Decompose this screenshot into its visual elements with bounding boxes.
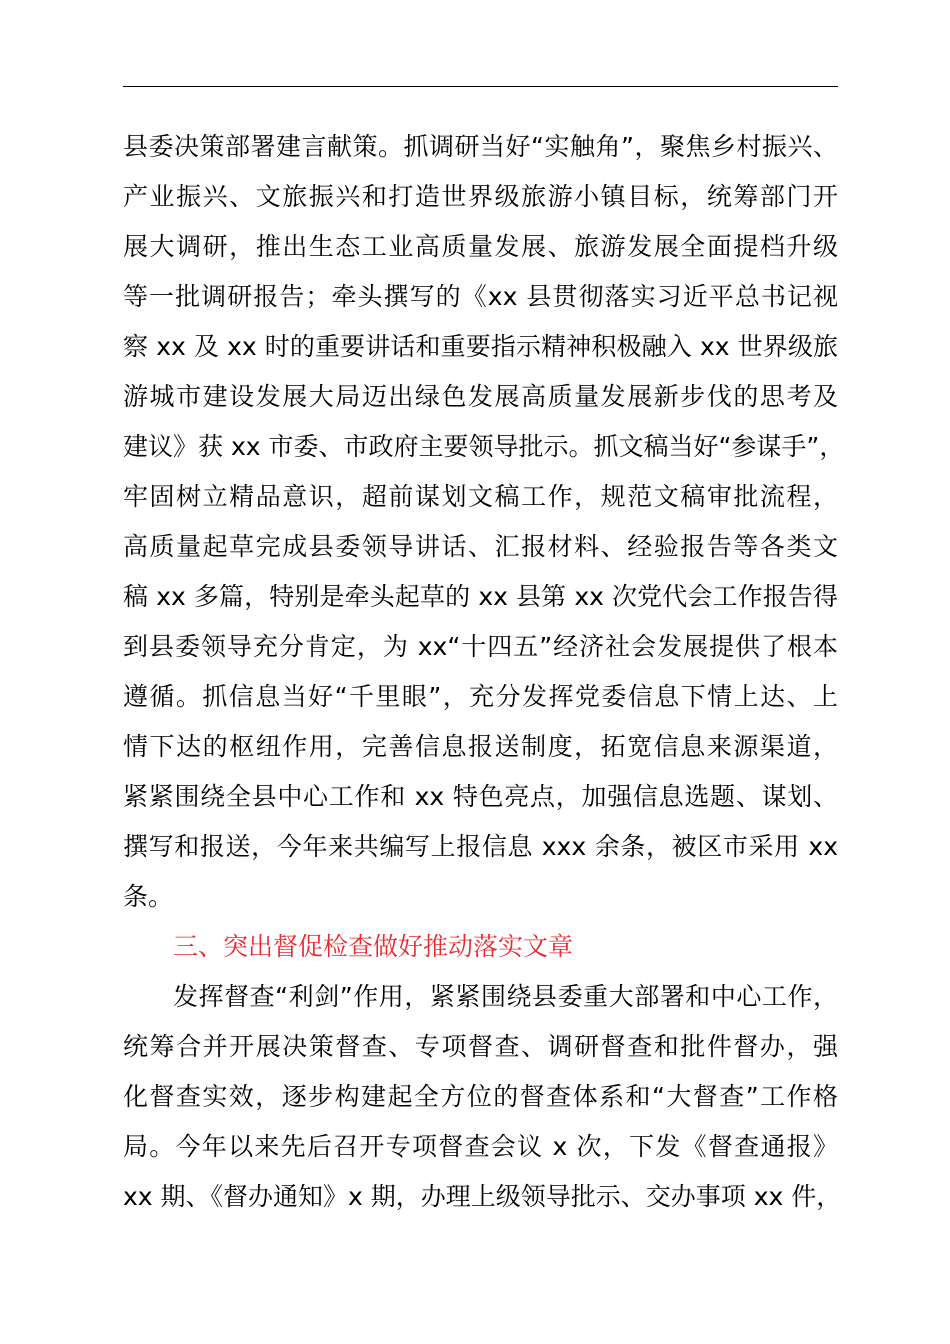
paragraph-line: 等一批调研报告；牵头撰写的《xx 县贯彻落实习近平总书记视 xyxy=(123,282,838,311)
section-heading: 三、突出督促检查做好推动落实文章 xyxy=(173,932,574,961)
paragraph-line: 发挥督查“利剑”作用，紧紧围绕县委重大部署和中心工作， xyxy=(173,982,838,1011)
paragraph-line: 游城市建设发展大局迈出绿色发展高质量发展新步伐的思考及 xyxy=(123,382,838,411)
paragraph-line: 条。 xyxy=(123,882,174,911)
paragraph-line: 牢固树立精品意识，超前谋划文稿工作，规范文稿审批流程， xyxy=(123,482,838,511)
paragraph-line: 产业振兴、文旅振兴和打造世界级旅游小镇目标，统筹部门开 xyxy=(123,182,838,211)
paragraph-line: xx 期、《督办通知》x 期，办理上级领导批示、交办事项 xx 件， xyxy=(123,1182,842,1211)
paragraph-line: 局。今年以来先后召开专项督查会议 x 次，下发《督查通报》 xyxy=(123,1132,838,1161)
paragraph-line: 察 xx 及 xx 时的重要讲话和重要指示精神积极融入 xx 世界级旅 xyxy=(123,332,838,361)
paragraph-line: 县委决策部署建言献策。抓调研当好“实触角”，聚焦乡村振兴、 xyxy=(123,132,838,161)
paragraph-line: 高质量起草完成县委领导讲话、汇报材料、经验报告等各类文 xyxy=(123,532,838,561)
document-body xyxy=(123,122,843,1222)
header-rule xyxy=(123,86,838,87)
paragraph-line: 建议》获 xx 市委、市政府主要领导批示。抓文稿当好“参谋手”， xyxy=(123,432,845,461)
paragraph-line: 化督查实效，逐步构建起全方位的督查体系和“大督查”工作格 xyxy=(123,1082,838,1111)
paragraph-line: 到县委领导充分肯定，为 xx“十四五”经济社会发展提供了根本 xyxy=(123,632,838,661)
paragraph-line: 稿 xx 多篇，特别是牵头起草的 xx 县第 xx 次党代会工作报告得 xyxy=(123,582,838,611)
paragraph-line: 情下达的枢纽作用，完善信息报送制度，拓宽信息来源渠道， xyxy=(123,732,838,761)
paragraph-line: 展大调研，推出生态工业高质量发展、旅游发展全面提档升级 xyxy=(123,232,838,261)
paragraph-line: 撰写和报送，今年来共编写上报信息 xxx 余条，被区市采用 xx xyxy=(123,832,838,861)
paragraph-line: 紧紧围绕全县中心工作和 xx 特色亮点，加强信息选题、谋划、 xyxy=(123,782,838,811)
paragraph-line: 统筹合并开展决策督查、专项督查、调研督查和批件督办，强 xyxy=(123,1032,838,1061)
paragraph-line: 遵循。抓信息当好“千里眼”，充分发挥党委信息下情上达、上 xyxy=(123,682,838,711)
